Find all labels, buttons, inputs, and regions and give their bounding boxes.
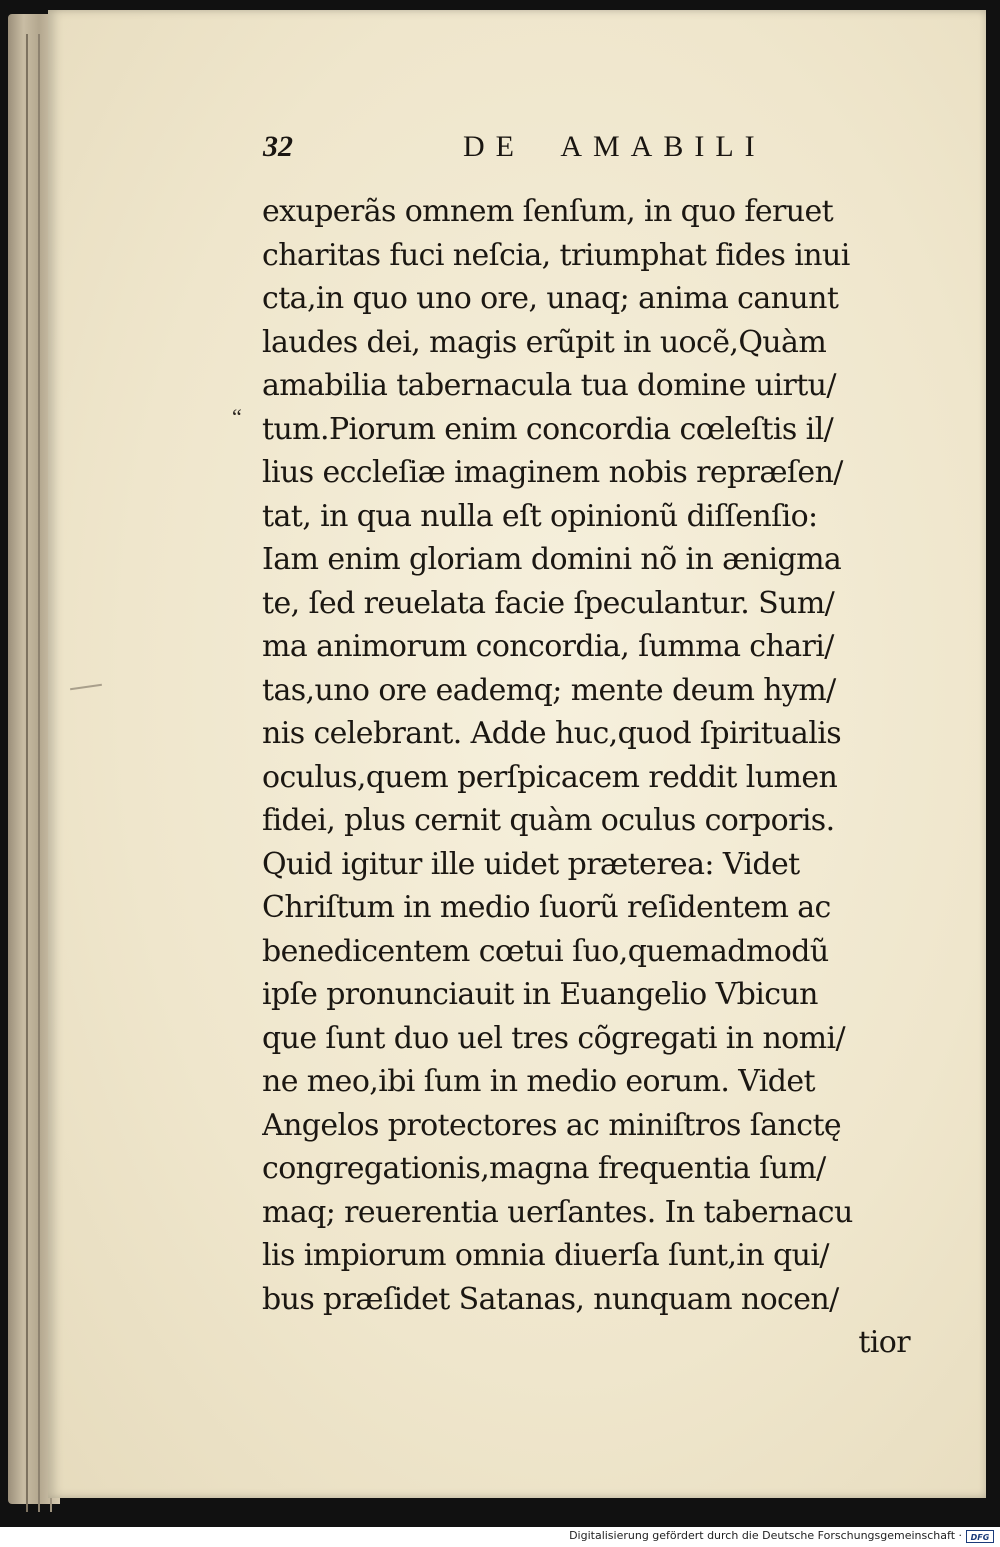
- footer-bar: [0, 1527, 1000, 1547]
- margin-quote-mark: “: [232, 404, 242, 429]
- text-line: lius eccleſiæ imaginem nobis repræſen/: [262, 455, 843, 490]
- text-line: bus præſidet Satanas, nunquam nocen/: [262, 1281, 839, 1317]
- page-edge-line: [26, 34, 28, 1512]
- text-line: Quid igitur ille uidet præterea: Videt: [262, 846, 800, 882]
- running-head: [263, 130, 766, 174]
- text-line: laudes dei, magis erũpit in uocẽ,Quàm: [262, 324, 827, 360]
- text-line: charitas fuci neſcia, triumphat fides inui: [262, 237, 850, 273]
- text-line: fidei, plus cernit quàm oculus corporis.: [262, 803, 835, 838]
- catchword: tior: [858, 1325, 910, 1360]
- dfg-logo: DFG: [966, 1530, 994, 1543]
- text-line: Angelos protectores ac miniſtros ſanctę: [262, 1107, 842, 1143]
- text-line: exuperãs omnem ſenſum, in quo feruet: [262, 194, 834, 229]
- text-line: ipſe pronunciauit in Euangelio Vbicun: [262, 977, 818, 1012]
- page-number: 32: [263, 130, 293, 163]
- text-line: tat, in qua nulla eſt opinionũ diſſenſio:: [262, 498, 818, 534]
- text-line: Chriſtum in medio ſuorũ reſidentem ac: [262, 890, 831, 925]
- text-line: maq; reuerentia uerſantes. In tabernacu: [262, 1194, 853, 1230]
- text-line: Iam enim gloriam domini nõ in ænigma: [262, 542, 842, 577]
- text-line: te, ſed reuelata facie ſpeculantur. Sum/: [262, 585, 835, 621]
- text-line: nis celebrant. Adde huc,quod ſpiritualis: [262, 716, 841, 751]
- body-text: [262, 190, 922, 1365]
- text-line: tas,uno ore eademq; mente deum hym/: [262, 672, 836, 708]
- running-head-title: DE AMABILI: [463, 130, 766, 163]
- text-line: ma animorum concordia, ſumma chari/: [262, 629, 834, 664]
- text-line: oculus,quem perſpicacem reddit lumen: [262, 759, 838, 795]
- text-line: amabilia tabernacula tua domine uirtu/: [262, 368, 836, 403]
- text-line: que ſunt duo uel tres cõgregati in nomi/: [262, 1020, 845, 1056]
- text-line: lis impiorum omnia diuerſa ſunt,in qui/: [262, 1238, 829, 1273]
- page-edge-line: [38, 34, 40, 1512]
- text-line: tum.Piorum enim concordia cœleſtis il/: [262, 411, 834, 447]
- text-line: ne meo,ibi ſum in medio eorum. Videt: [262, 1064, 815, 1099]
- text-line: cta,in quo uno ore, unaq; anima canunt: [262, 281, 839, 316]
- text-line: benedicentem cœtui ſuo,quemadmodũ: [262, 933, 829, 969]
- text-line: congregationis,magna frequentia ſum/: [262, 1151, 826, 1186]
- funding-note: Digitalisierung gefördert durch die Deutsche Forschungsgemeinschaft ·: [569, 1529, 962, 1542]
